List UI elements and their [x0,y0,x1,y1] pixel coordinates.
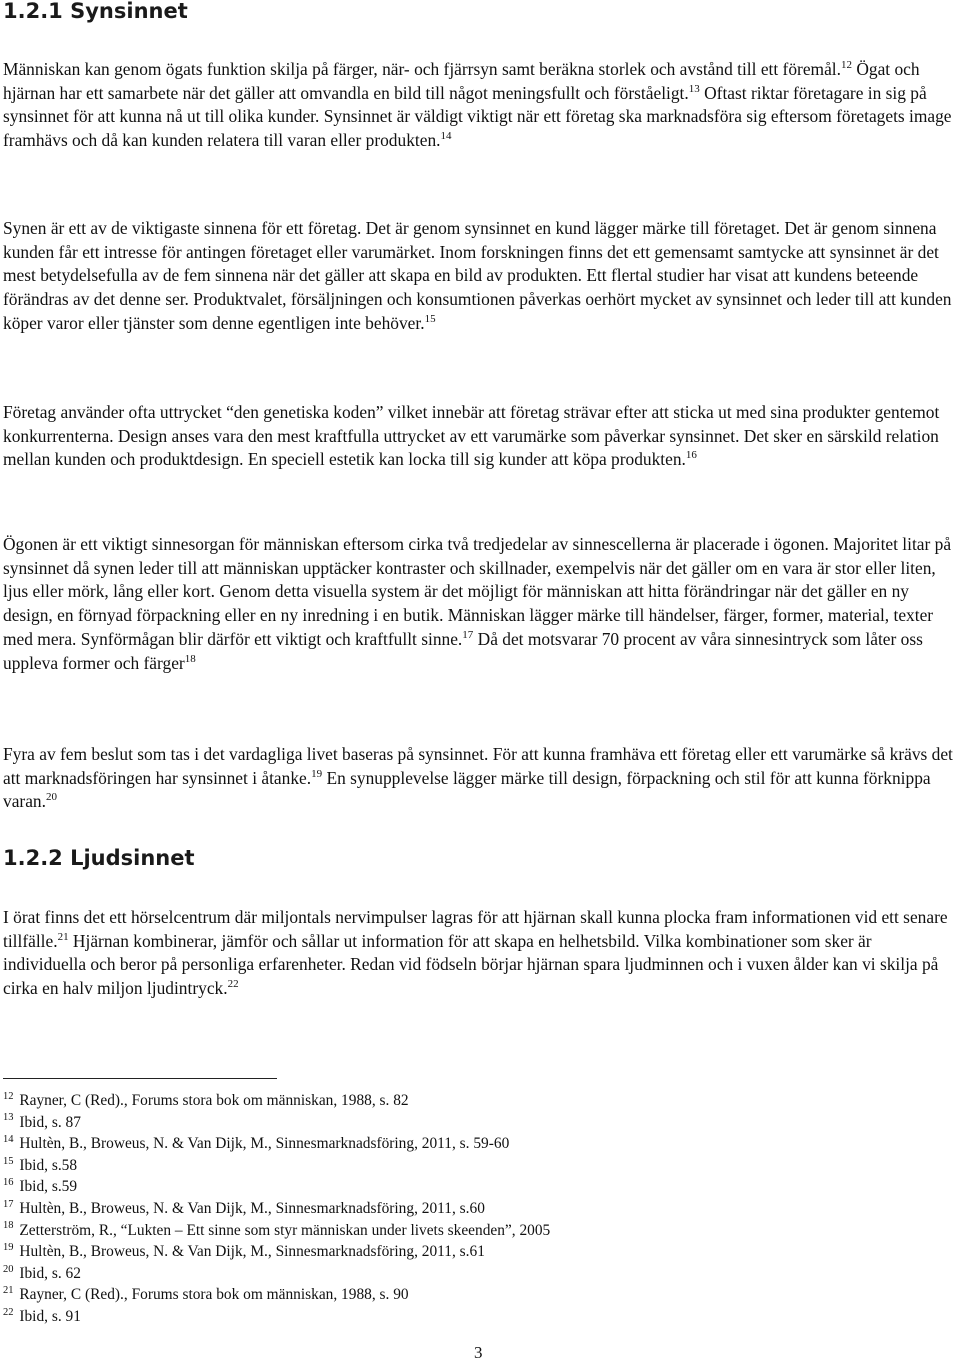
paragraph-6: I örat finns det ett hörselcentrum där miljontals nervimpulser lagras för att hjärnan skall kunna plocka fram informationen vid ett senare tillfälle.$^{21}$ Hjärnan kombinerar, jämför och sållar ut information för att skapa en helhetsbild. Vilka kombinationer som sker är individuella och beror på personliga erfarenheter. Redan vid födseln börjar hjärnan spara ljudminnen och i vuxen ålder kan vi skilja på cirka en halv miljon ljudintryck.$^{22}$ [3,907,948,999]
footnote: $^{20}$ Ibid, s. 62 [3,1263,81,1282]
footnote-ref: 21 [57,930,69,943]
paragraph-3: Företag använder ofta uttrycket “den genetiska koden” vilket innebär att företag strävar efter att sticka ut med sina produkter gentemot konkurrenterna. Design anses vara den mest kraftfulla uttrycket av ett varumärke som påverkar synsinnet. Det sker en särskild relation mellan kunden och produktdesign. En speciell estetik kan locka till sig kunder att köpa produkten.$^{16}$ [3,402,940,470]
footnote: $^{19}$ Hultèn, B., Broweus, N. & Van Dijk, M., Sinnesmarknadsföring, 2011, s.61 [3,1242,485,1261]
footnote-ref: 12 [840,59,852,72]
footnote-ref: 15 [424,313,436,326]
footnote: $^{18}$ Zetterström, R., “Lukten – Ett sinne som styr människan under livets skeenden”, 2005 [3,1220,551,1239]
footnote-ref: 22 [227,978,239,991]
footnote-ref: 16 [685,449,697,462]
footnote: $^{13}$ Ibid, s. 87 [3,1112,81,1131]
footnote-ref: 20 [45,791,57,804]
footnote-ref: 14 [440,130,452,143]
footnote-ref: 19 [311,767,323,780]
page-number: 3 [474,1343,483,1362]
footnote: $^{14}$ Hultèn, B., Broweus, N. & Van Dijk, M., Sinnesmarknadsföring, 2011, s. 59-60 [3,1134,510,1153]
paragraph-5: Fyra av fem beslut som tas i det vardagliga livet baseras på synsinnet. För att kunna framhäva ett företag eller ett varumärke så krävs det att marknadsföringen har synsinnet i åtanke.$^{19}$ En synupplevelse lägger märke till design, förpackning och stil för att kunna förknippa varan.$^{20}$ [3,744,953,812]
section-heading-synsinnet: 1.2.1 Synsinnet [3,0,188,23]
footnote: $^{16}$ Ibid, s.59 [3,1177,78,1196]
footnote: $^{15}$ Ibid, s.58 [3,1155,78,1174]
footnote-ref: 13 [688,82,700,95]
paragraph-4: Ögonen är ett viktigt sinnesorgan för människan eftersom cirka två tredjedelar av sinnescellerna är placerade i ögonen. Majoritet litar på synsinnet då synen leder till att människan upptäcker kontraster och skillnader, exempelvis när det gäller om en vara är stor eller liten, ljus eller mörk, lång eller kort. Genom detta visuella system är det möjligt för människan att hitta förändringar när det gäller en ny design, en förnyad förpackning eller en ny inredning i en butik. Människan lägger märke till händelser, färger, former, material, texter med mera. Synförmågan blir därför ett viktigt och kraftfullt sinne.$^{17}$ Då det motsvarar 70 procent av våra sinnesintryck som låter oss uppleva former och färger$^{18}$ [3,534,952,673]
footnotes [3,1090,903,1328]
footnote-ref: 17 [462,629,474,642]
section-heading-ljudsinnet: 1.2.2 Ljudsinnet [3,846,195,870]
footnote: $^{21}$ Rayner, C (Red)., Forums stora bok om människan, 1988, s. 90 [3,1285,409,1304]
footnote: $^{22}$ Ibid, s. 91 [3,1306,81,1325]
footnote-ref: 18 [184,652,196,665]
paragraph-1: Människan kan genom ögats funktion skilja på färger, när- och fjärrsyn samt beräkna storlek och avstånd till ett föremål.$^{12}$ Ögat och hjärnan har ett samarbete när det gäller att omvandla en bild till något meningsfullt och förståeligt.$^{13}$ Oftast riktar företagare in sig på synsinnet för att kunna nå ut till olika kunder. Synsinnet är väldigt viktigt när ett företag ska marknadsföra sig eftersom företagets image framhävs och då kan kunden relatera till varan eller produkten.$^{14}$ [3,59,952,151]
paragraph-2: Synen är ett av de viktigaste sinnena för ett företag. Det är genom synsinnet en kund lägger märke till företaget. Det är genom sinnena kunden får ett intresse för antingen företaget eller varumärket. Inom forskningen finns det ett gemensamt samtycke att synsinnet är det mest betydelsefulla av de fem sinnena när det gäller att skapa en bild av produkten. Ett flertal studier har visat att kundens beteende förändras av det denne ser. Produktvalet, försäljningen och konsumtionen påverkas oerhört mycket av synsinnet och leder till att kunden köper varor eller tjänster som denne egentligen inte behöver.$^{15}$ [3,218,952,333]
footnote-separator [3,1078,277,1079]
footnote: $^{12}$ Rayner, C (Red)., Forums stora bok om människan, 1988, s. 82 [3,1090,409,1109]
footnote: $^{17}$ Hultèn, B., Broweus, N. & Van Dijk, M., Sinnesmarknadsföring, 2011, s.60 [3,1198,485,1217]
